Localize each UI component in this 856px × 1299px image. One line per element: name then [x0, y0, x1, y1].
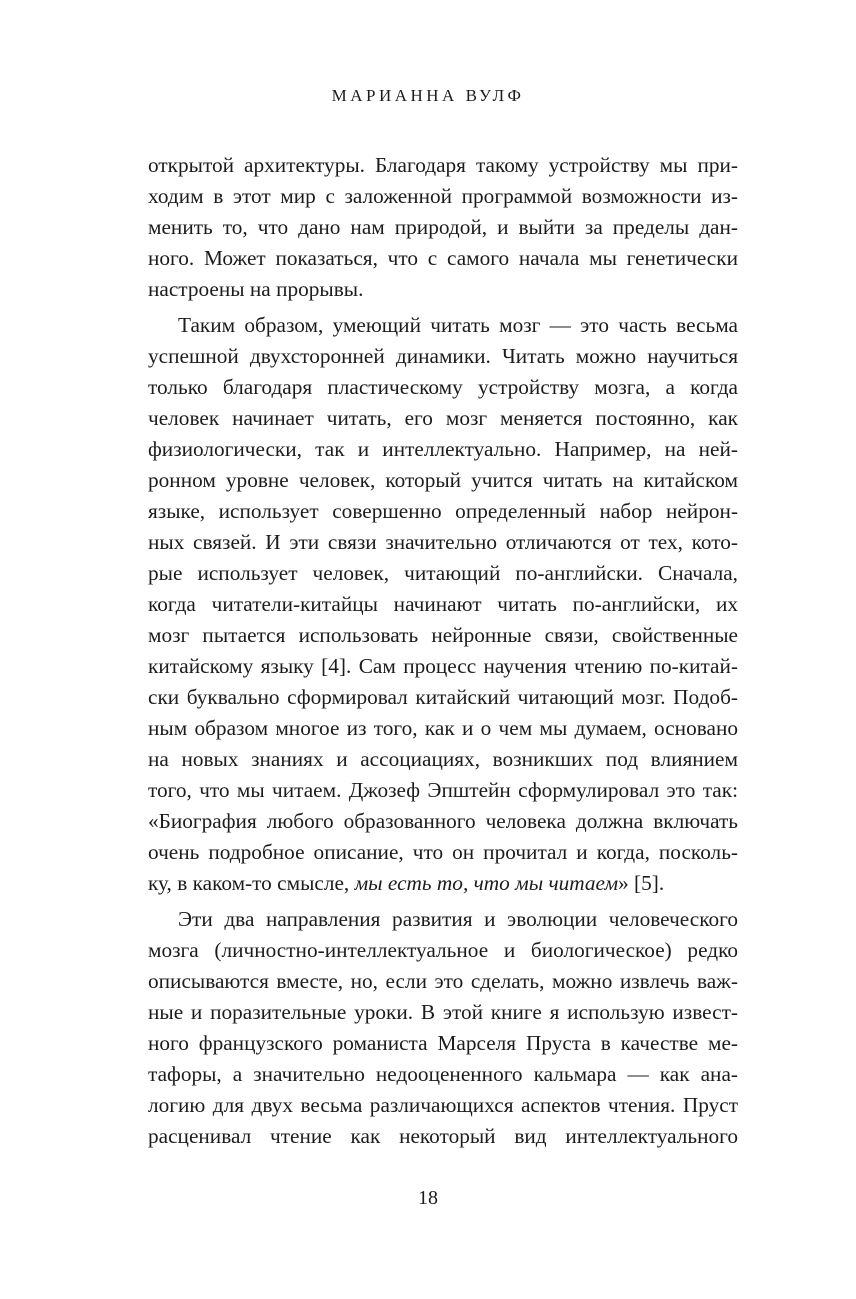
text-line: логию для двух весьма различающихся аспектов чтения. Пруст — [148, 1093, 738, 1117]
text-line: мозга (личностно-интеллектуальное и биологическое) редко — [148, 938, 738, 962]
text-line: рые использует человек, читающий по-английски. Сначала, — [148, 561, 738, 585]
text-line: ходим в этот мир с заложенной программой возможности из- — [148, 184, 738, 208]
text-line: «Биография любого образованного человека должна включать — [148, 809, 738, 833]
text-line: тафоры, а значительно недооцененного кальмара — как ана- — [148, 1062, 738, 1086]
page-number: 18 — [418, 1187, 438, 1209]
text-line: ные и поразительные уроки. В этой книге я использую извест- — [148, 1000, 738, 1024]
text-line: ным образом многое из того, как и о чем мы думаем, основано — [148, 716, 738, 740]
text-line: Таким образом, умеющий читать мозг — это часть весьма — [178, 313, 738, 337]
paragraph-3 — [148, 904, 738, 1152]
text-line: ных связей. И эти связи значительно отличаются от тех, кото- — [148, 530, 738, 554]
text-line: мозг пытается использовать нейронные связи, свойственные — [148, 623, 738, 647]
text-line: только благодаря пластическому устройству мозга, а когда — [148, 375, 738, 399]
text-line: описываются вместе, но, если это сделать, можно извлечь важ- — [148, 969, 738, 993]
text-line: ного. Может показаться, что с самого начала мы генетически — [148, 246, 738, 270]
text-line: успешной двухсторонней динамики. Читать можно научиться — [148, 344, 738, 368]
text-run: ку, в каком-то смысле, — [148, 871, 355, 895]
text-line: расценивал чтение как некоторый вид интеллектуального — [148, 1124, 738, 1148]
text-line: Эти два направления развития и эволюции человеческого — [178, 907, 738, 931]
text-line: настроены на прорывы. — [148, 277, 364, 301]
text-line: того, что мы читаем. Джозеф Эпштейн сформулировал это так: — [148, 778, 738, 802]
running-header: МАРИАННА ВУЛФ — [331, 86, 525, 105]
text-line: на новых знаниях и ассоциациях, возникших под влиянием — [148, 747, 738, 771]
body-text — [148, 150, 738, 1152]
text-line: физиологически, так и интеллектуально. Например, на ней- — [148, 437, 738, 461]
paragraph-2 — [148, 310, 738, 899]
text-line: открытой архитектуры. Благодаря такому устройству мы при- — [148, 153, 738, 177]
text-line: китайскому языку [4]. Сам процесс научения чтению по-китай- — [148, 654, 738, 678]
paragraph-1 — [148, 150, 738, 305]
text-line-with-emphasis — [148, 868, 738, 899]
text-line: ронном уровне человек, который учится читать на китайском — [148, 468, 738, 492]
text-line: ски буквально сформировал китайский читающий мозг. Подоб- — [148, 685, 738, 709]
text-line: языке, использует совершенно определенный набор нейрон- — [148, 499, 738, 523]
text-line: очень подробное описание, что он прочитал и когда, посколь- — [148, 840, 738, 864]
text-line: менить то, что дано нам природой, и выйти за пределы дан- — [148, 215, 738, 239]
text-line: когда читатели-китайцы начинают читать по-английски, их — [148, 592, 738, 616]
text-run: » [5]. — [618, 871, 665, 895]
text-line: человек начинает читать, его мозг меняется постоянно, как — [148, 406, 738, 430]
italic-quote: мы есть то, что мы читаем — [354, 871, 619, 895]
text-line: ного французского романиста Марселя Пруста в качестве ме- — [148, 1031, 738, 1055]
